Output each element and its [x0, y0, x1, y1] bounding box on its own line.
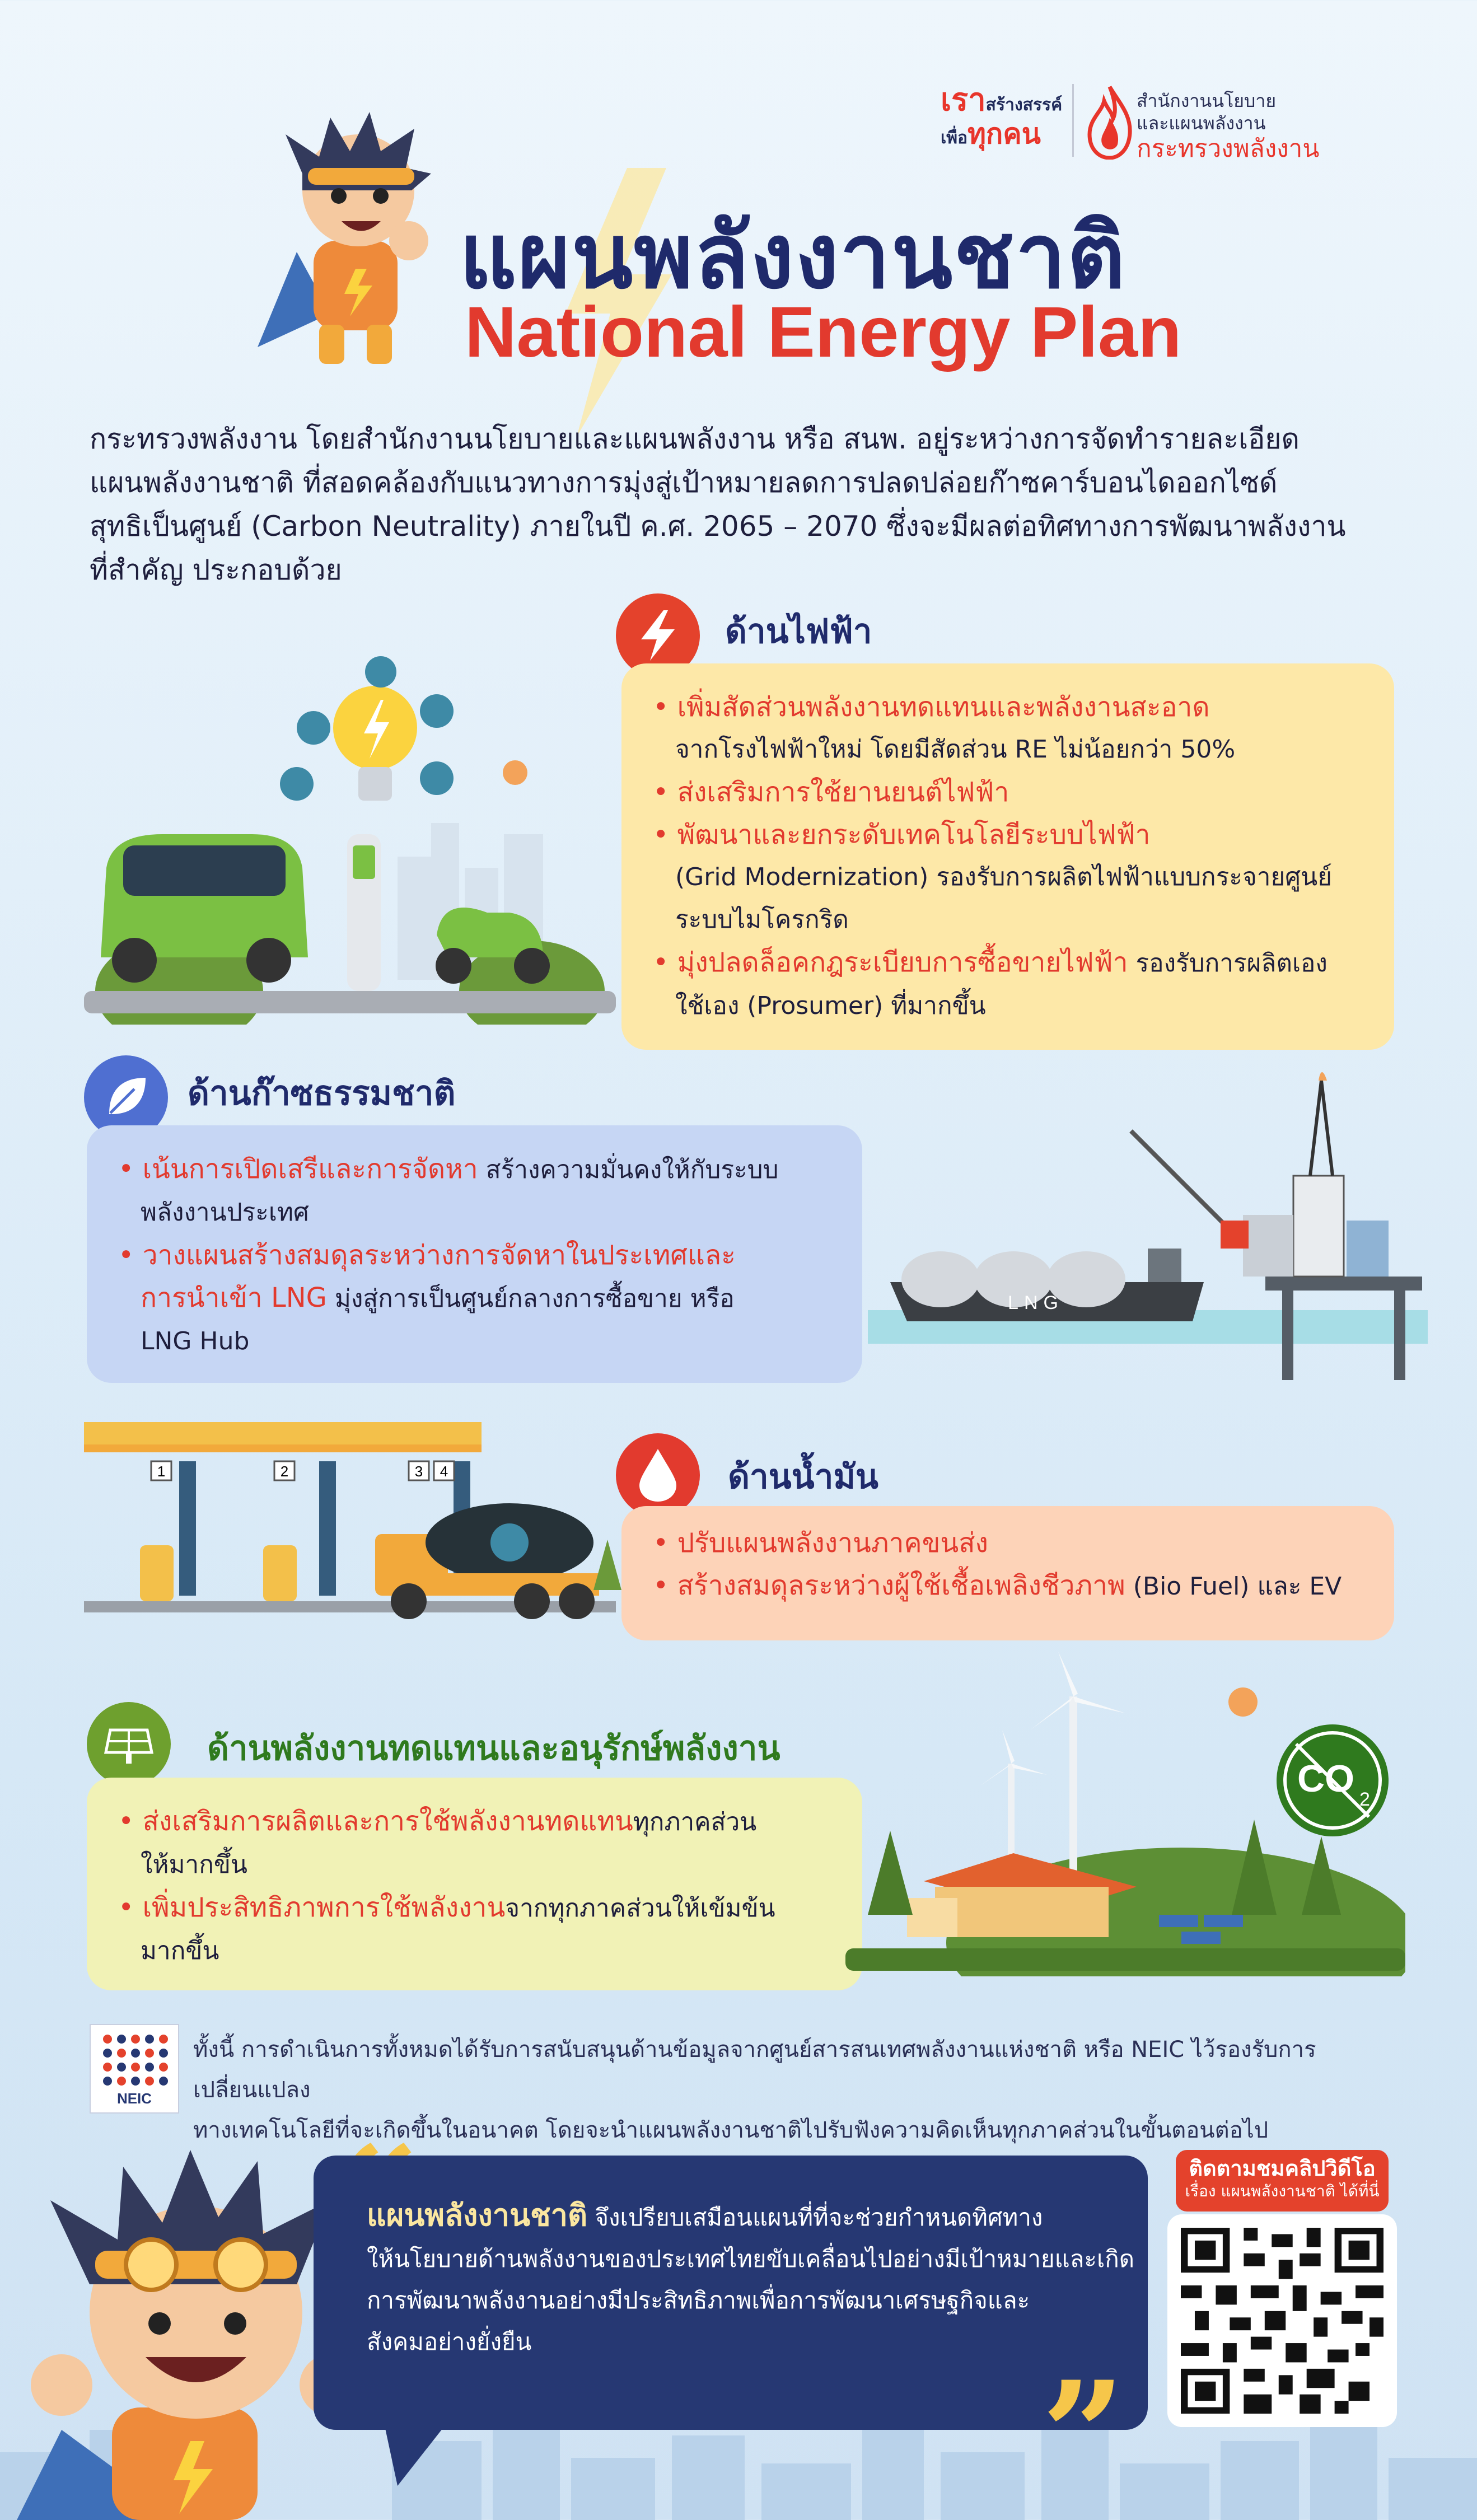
intro-line: ที่สำคัญ ประกอบด้วย: [90, 554, 342, 586]
logo-rao-word: เรา: [941, 82, 986, 117]
neic-line2: ทางเทคโนโลยีที่จะเกิดขึ้นในอนาคต โดยจะนำแผนพลังงานชาติไปรับฟังความคิดเห็นทุกภาคส่วนในขั้นตอนต่อไป: [193, 2117, 1269, 2143]
qr-caption-line2: เรื่อง แผนพลังงานชาติ ได้ที่นี่: [1185, 2182, 1380, 2200]
superhero-mascot-top: [246, 112, 448, 375]
logo-rao-sub2: ทุกคน: [967, 118, 1041, 149]
elec-bullet4-text1: รองรับการผลิตเอง: [1128, 949, 1328, 978]
gas-bullet2-text2: LNG Hub: [141, 1327, 250, 1355]
bullet: •: [653, 947, 677, 978]
pump-label: 4: [440, 1463, 448, 1480]
ren-bullet2-text1: จากทุกภาคส่วนให้เข้มข้น: [505, 1894, 775, 1923]
electricity-illustration: [84, 655, 616, 1025]
ren-bullet1-highlight: ส่งเสริมการผลิตและการใช้พลังงานทดแทน: [142, 1806, 633, 1837]
oil-bullet2-text: (Bio Fuel) และ EV: [1125, 1572, 1342, 1601]
electricity-panel: [621, 663, 1394, 1050]
lng-ship-label: LNG: [1008, 1292, 1064, 1313]
title-english: National Energy Plan: [465, 292, 1182, 372]
intro-line: แผนพลังงานชาติ ที่สอดคล้องกับแนวทางการมุ่งสู่เป้าหมายลดการปลดปล่อยก๊าซคาร์บอนไดออกไซด์: [90, 466, 1278, 499]
wind-farm-illustration: [845, 1652, 1405, 1976]
quote-panel: [314, 2156, 1148, 2430]
gas-bullet1-highlight: เน้นการเปิดเสรีและการจัดหา: [142, 1153, 478, 1185]
bullet: •: [653, 1570, 677, 1601]
oil-drop-icon: [616, 1433, 700, 1517]
gas-bullet2-text1: มุ่งสู่การเป็นศูนย์กลางการซื้อขาย หรือ: [326, 1284, 735, 1313]
intro-paragraph: [90, 417, 1400, 592]
bullet: •: [653, 1527, 677, 1559]
renewable-panel: [87, 1778, 862, 1990]
oil-bullet1-highlight: ปรับแผนพลังงานภาคขนส่ง: [677, 1527, 988, 1559]
section-title-gas: ด้านก๊าซธรรมชาติ: [188, 1074, 456, 1113]
rao-logo: [941, 84, 1086, 151]
pump-label: 2: [280, 1463, 289, 1480]
gas-bullet2-highlight2: การนำเข้า LNG: [141, 1282, 327, 1313]
gas-bullet2-highlight1: วางแผนสร้างสมดุลระหว่างการจัดหาในประเทศและ: [142, 1240, 736, 1271]
section-title-renewable: ด้านพลังงานทดแทนและอนุรักษ์พลังงาน: [207, 1729, 780, 1768]
eppo-flame-icon: [1086, 84, 1134, 160]
gas-station-illustration: [84, 1422, 621, 1635]
elec-bullet3-text2: ระบบไมโครกริด: [675, 905, 849, 934]
quote-close-mark: ”: [1041, 2350, 1125, 2520]
logo-divider: [1072, 84, 1074, 157]
pump-label: 3: [414, 1463, 423, 1480]
eppo-logo-text: [1137, 90, 1450, 163]
elec-bullet1-text: จากโรงไฟฟ้าใหม่ โดยมีสัดส่วน RE ไม่น้อยกว่า 50%: [675, 735, 1236, 764]
bullet: •: [653, 777, 677, 808]
lng-ship-illustration: [868, 1064, 1428, 1400]
neic-line1: ทั้งนี้ การดำเนินการทั้งหมดได้รับการสนับสนุนด้านข้อมูลจากศูนย์สารสนเทศพลังงานแห่งชาติ หรือ NEIC ไว้รองรับการเปลี่ยนแปลง: [193, 2037, 1316, 2103]
co2-label: CO: [1297, 1757, 1354, 1800]
eppo-line3: กระทรวงพลังงาน: [1137, 134, 1320, 163]
qr-code[interactable]: [1167, 2214, 1397, 2427]
ren-bullet2-highlight: เพิ่มประสิทธิภาพการใช้พลังงาน: [142, 1892, 506, 1923]
gas-panel: [87, 1125, 862, 1383]
section-title-electricity: ด้านไฟฟ้า: [725, 612, 872, 651]
logo-rao-word2: เพื่อ: [941, 129, 968, 147]
gas-bullet1-text2: พลังงานประเทศ: [141, 1198, 309, 1227]
elec-bullet2-highlight: ส่งเสริมการใช้ยานยนต์ไฟฟ้า: [677, 777, 1009, 808]
ren-bullet1-text1: ทุกภาคส่วน: [633, 1808, 757, 1836]
logo-rao-sub1: สร้างสรรค์: [985, 96, 1063, 114]
qr-caption-line1: ติดตามชมคลิปวิดีโอ: [1189, 2156, 1376, 2181]
quote-line3: การพัฒนาพลังงานอย่างมีประสิทธิภาพเพื่อการพัฒนาเศรษฐกิจและ: [367, 2287, 1030, 2314]
intro-line: กระทรวงพลังงาน โดยสำนักงานนโยบายและแผนพลังงาน หรือ สนพ. อยู่ระหว่างการจัดทำรายละเอียด: [90, 423, 1300, 455]
pump-label: 1: [157, 1463, 166, 1480]
bullet: •: [118, 1240, 143, 1271]
bullet: •: [118, 1806, 143, 1837]
bullet: •: [118, 1892, 143, 1923]
ren-bullet1-text2: ให้มากขึ้น: [141, 1850, 247, 1879]
intro-line: สุทธิเป็นศูนย์ (Carbon Neutrality) ภายในปี ค.ศ. 2065 – 2070 ซึ่งจะมีผลต่อทิศทางการพัฒนาพลังงาน: [90, 510, 1346, 543]
solar-panel-icon: [87, 1702, 171, 1786]
quote-highlight: แผนพลังงานชาติ: [367, 2198, 588, 2233]
gas-bullet1-text1: สร้างความมั่นคงให้กับระบบ: [478, 1156, 779, 1184]
title-thai: แผนพลังงานชาติ: [459, 204, 1127, 308]
neic-logo: [90, 2024, 179, 2114]
qr-caption-tag: [1176, 2150, 1389, 2212]
elec-bullet4-text2: ใช้เอง (Prosumer) ที่มากขึ้น: [675, 992, 986, 1020]
bullet: •: [653, 691, 677, 723]
bullet: •: [653, 819, 677, 850]
oil-panel: [621, 1506, 1394, 1640]
neic-logo-text: NEIC: [116, 2090, 152, 2107]
eppo-line2: และแผนพลังงาน: [1137, 113, 1266, 134]
elec-bullet1-highlight: เพิ่มสัดส่วนพลังงานทดแทนและพลังงานสะอาด: [677, 691, 1210, 723]
quote-line1: จึงเปรียบเสมือนแผนที่ที่จะช่วยกำหนดทิศทาง: [587, 2204, 1043, 2231]
elec-bullet4-highlight: มุ่งปลดล็อคกฎระเบียบการซื้อขายไฟฟ้า: [677, 947, 1128, 978]
section-title-oil: ด้านน้ำมัน: [728, 1457, 878, 1497]
elec-bullet3-highlight: พัฒนาและยกระดับเทคโนโลยีระบบไฟฟ้า: [677, 819, 1151, 850]
quote-line4: สังคมอย่างยั่งยืน: [367, 2328, 532, 2355]
eppo-line1: สำนักงานนโยบาย: [1137, 90, 1277, 111]
co2-subscript: 2: [1359, 1789, 1370, 1810]
quote-line2: ให้นโยบายด้านพลังงานของประเทศไทยขับเคลื่อนไปอย่างมีเป้าหมายและเกิด: [367, 2245, 1135, 2273]
ren-bullet2-text2: มากขึ้น: [141, 1937, 219, 1965]
elec-bullet3-text1: (Grid Modernization) รองรับการผลิตไฟฟ้าแบบกระจายศูนย์: [675, 863, 1333, 891]
bullet: •: [118, 1153, 143, 1185]
oil-bullet2-highlight: สร้างสมดุลระหว่างผู้ใช้เชื้อเพลิงชีวภาพ: [677, 1570, 1125, 1601]
